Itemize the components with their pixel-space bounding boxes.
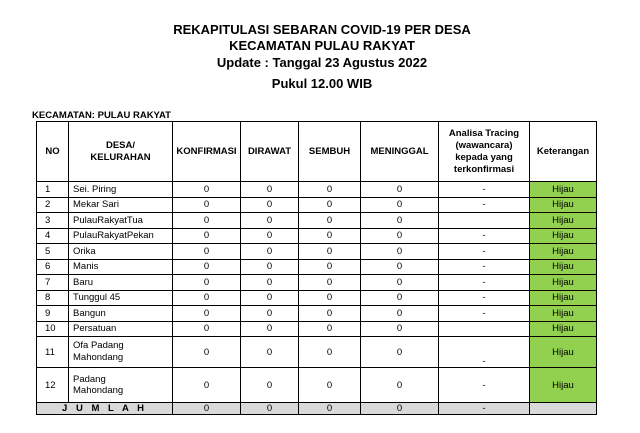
header-keterangan: Keterangan <box>530 122 597 182</box>
header-konfirmasi: KONFIRMASI <box>173 122 241 182</box>
header-dirawat: DIRAWAT <box>241 122 299 182</box>
row-dirawat: 0 <box>241 290 299 306</box>
row-analisa: - <box>439 306 530 322</box>
row-no: 10 <box>37 321 69 337</box>
row-desa-line1: Ofa Padang <box>73 340 124 351</box>
total-sembuh: 0 <box>299 403 361 415</box>
row-dirawat: 0 <box>241 337 299 368</box>
row-no: 5 <box>37 244 69 260</box>
row-meninggal: 0 <box>361 259 439 275</box>
row-konfirmasi: 0 <box>173 228 241 244</box>
row-keterangan: Hijau <box>530 182 597 198</box>
row-desa: PulauRakyatTua <box>69 213 173 229</box>
row-konfirmasi: 0 <box>173 213 241 229</box>
row-sembuh: 0 <box>299 197 361 213</box>
kecamatan-label: KECAMATAN: PULAU RAKYAT <box>32 110 171 121</box>
row-desa: Sei. Piring <box>69 182 173 198</box>
row-analisa: - <box>439 290 530 306</box>
total-row <box>37 403 597 415</box>
row-keterangan: Hijau <box>530 228 597 244</box>
row-meninggal: 0 <box>361 197 439 213</box>
header-analisa-line1: Analisa Tracing <box>448 127 520 139</box>
row-konfirmasi: 0 <box>173 275 241 291</box>
total-keterangan <box>530 403 597 415</box>
row-sembuh: 0 <box>299 290 361 306</box>
row-keterangan: Hijau <box>530 213 597 229</box>
row-meninggal: 0 <box>361 244 439 260</box>
row-keterangan: Hijau <box>530 306 597 322</box>
row-analisa: - <box>439 197 530 213</box>
table-row <box>37 321 597 337</box>
row-desa: Persatuan <box>69 321 173 337</box>
row-no: 12 <box>37 368 69 403</box>
row-meninggal: 0 <box>361 275 439 291</box>
row-sembuh: 0 <box>299 259 361 275</box>
row-konfirmasi: 0 <box>173 259 241 275</box>
header-analisa <box>439 122 530 182</box>
row-konfirmasi: 0 <box>173 182 241 198</box>
row-meninggal: 0 <box>361 337 439 368</box>
table-row <box>37 213 597 229</box>
row-dirawat: 0 <box>241 259 299 275</box>
header-analisa-line3: kepada yang <box>455 151 513 163</box>
report-title-block <box>0 22 640 92</box>
table-row <box>37 306 597 322</box>
row-sembuh: 0 <box>299 306 361 322</box>
header-analisa-line4: terkonfirmasi <box>453 163 515 175</box>
row-konfirmasi: 0 <box>173 337 241 368</box>
row-sembuh: 0 <box>299 275 361 291</box>
row-dirawat: 0 <box>241 368 299 403</box>
row-no: 7 <box>37 275 69 291</box>
row-meninggal: 0 <box>361 368 439 403</box>
table-row <box>37 337 597 368</box>
row-no: 4 <box>37 228 69 244</box>
row-analisa: - <box>439 244 530 260</box>
row-dirawat: 0 <box>241 182 299 198</box>
total-analisa: - <box>439 403 530 415</box>
row-desa: Baru <box>69 275 173 291</box>
header-no: NO <box>37 122 69 182</box>
row-analisa: - <box>439 259 530 275</box>
table-row <box>37 182 597 198</box>
row-analisa: - <box>439 368 530 403</box>
row-no: 1 <box>37 182 69 198</box>
row-keterangan: Hijau <box>530 321 597 337</box>
row-no: 11 <box>37 337 69 368</box>
row-desa: Manis <box>69 259 173 275</box>
table-row <box>37 275 597 291</box>
row-desa: Orika <box>69 244 173 260</box>
title-time: Pukul 12.00 WIB <box>271 76 373 91</box>
row-no: 9 <box>37 306 69 322</box>
row-analisa: - <box>439 228 530 244</box>
row-konfirmasi: 0 <box>173 321 241 337</box>
covid-recap-table <box>36 121 597 415</box>
row-desa <box>69 368 173 403</box>
row-keterangan: Hijau <box>530 259 597 275</box>
row-konfirmasi: 0 <box>173 197 241 213</box>
title-update-date: Update : Tanggal 23 Agustus 2022 <box>216 55 428 70</box>
row-dirawat: 0 <box>241 306 299 322</box>
row-desa-line1: Padang <box>73 374 106 385</box>
row-konfirmasi: 0 <box>173 244 241 260</box>
row-dirawat: 0 <box>241 213 299 229</box>
title-line-1: REKAPITULASI SEBARAN COVID-19 PER DESA <box>173 22 471 37</box>
row-desa: Mekar Sari <box>69 197 173 213</box>
row-analisa: - <box>439 182 530 198</box>
row-desa: PulauRakyatPekan <box>69 228 173 244</box>
row-keterangan: Hijau <box>530 275 597 291</box>
row-meninggal: 0 <box>361 213 439 229</box>
row-sembuh: 0 <box>299 182 361 198</box>
header-desa-line1: DESA/ <box>105 139 136 151</box>
row-keterangan: Hijau <box>530 244 597 260</box>
row-sembuh: 0 <box>299 337 361 368</box>
row-desa: Bangun <box>69 306 173 322</box>
row-keterangan: Hijau <box>530 197 597 213</box>
row-keterangan: Hijau <box>530 368 597 403</box>
table-header-row <box>37 122 597 182</box>
row-dirawat: 0 <box>241 228 299 244</box>
row-dirawat: 0 <box>241 244 299 260</box>
row-keterangan: Hijau <box>530 290 597 306</box>
row-konfirmasi: 0 <box>173 290 241 306</box>
row-analisa: - <box>439 275 530 291</box>
row-no: 2 <box>37 197 69 213</box>
row-desa-line2: Mahondang <box>73 385 124 396</box>
row-dirawat: 0 <box>241 321 299 337</box>
total-meninggal: 0 <box>361 403 439 415</box>
row-desa: Tunggul 45 <box>69 290 173 306</box>
row-sembuh: 0 <box>299 321 361 337</box>
table-row <box>37 197 597 213</box>
row-meninggal: 0 <box>361 306 439 322</box>
row-sembuh: 0 <box>299 368 361 403</box>
table-row <box>37 244 597 260</box>
row-desa <box>69 337 173 368</box>
row-analisa: - <box>439 337 530 368</box>
row-dirawat: 0 <box>241 197 299 213</box>
table-row <box>37 259 597 275</box>
total-konfirmasi: 0 <box>173 403 241 415</box>
row-analisa <box>439 213 530 229</box>
row-keterangan: Hijau <box>530 337 597 368</box>
table-row <box>37 290 597 306</box>
total-dirawat: 0 <box>241 403 299 415</box>
header-sembuh: SEMBUH <box>299 122 361 182</box>
header-desa <box>69 122 173 182</box>
row-konfirmasi: 0 <box>173 306 241 322</box>
table-row <box>37 368 597 403</box>
row-meninggal: 0 <box>361 228 439 244</box>
total-label: J U M L A H <box>37 403 173 415</box>
header-desa-line2: KELURAHAN <box>90 151 151 163</box>
row-desa-line2: Mahondang <box>73 352 124 363</box>
row-no: 8 <box>37 290 69 306</box>
row-no: 3 <box>37 213 69 229</box>
title-line-2: KECAMATAN PULAU RAKYAT <box>229 38 415 53</box>
row-meninggal: 0 <box>361 321 439 337</box>
row-sembuh: 0 <box>299 244 361 260</box>
row-sembuh: 0 <box>299 213 361 229</box>
row-sembuh: 0 <box>299 228 361 244</box>
row-meninggal: 0 <box>361 290 439 306</box>
row-meninggal: 0 <box>361 182 439 198</box>
row-dirawat: 0 <box>241 275 299 291</box>
header-meninggal: MENINGGAL <box>361 122 439 182</box>
table-row <box>37 228 597 244</box>
row-analisa <box>439 321 530 337</box>
header-analisa-line2: (wawancara) <box>455 139 513 151</box>
row-konfirmasi: 0 <box>173 368 241 403</box>
row-no: 6 <box>37 259 69 275</box>
